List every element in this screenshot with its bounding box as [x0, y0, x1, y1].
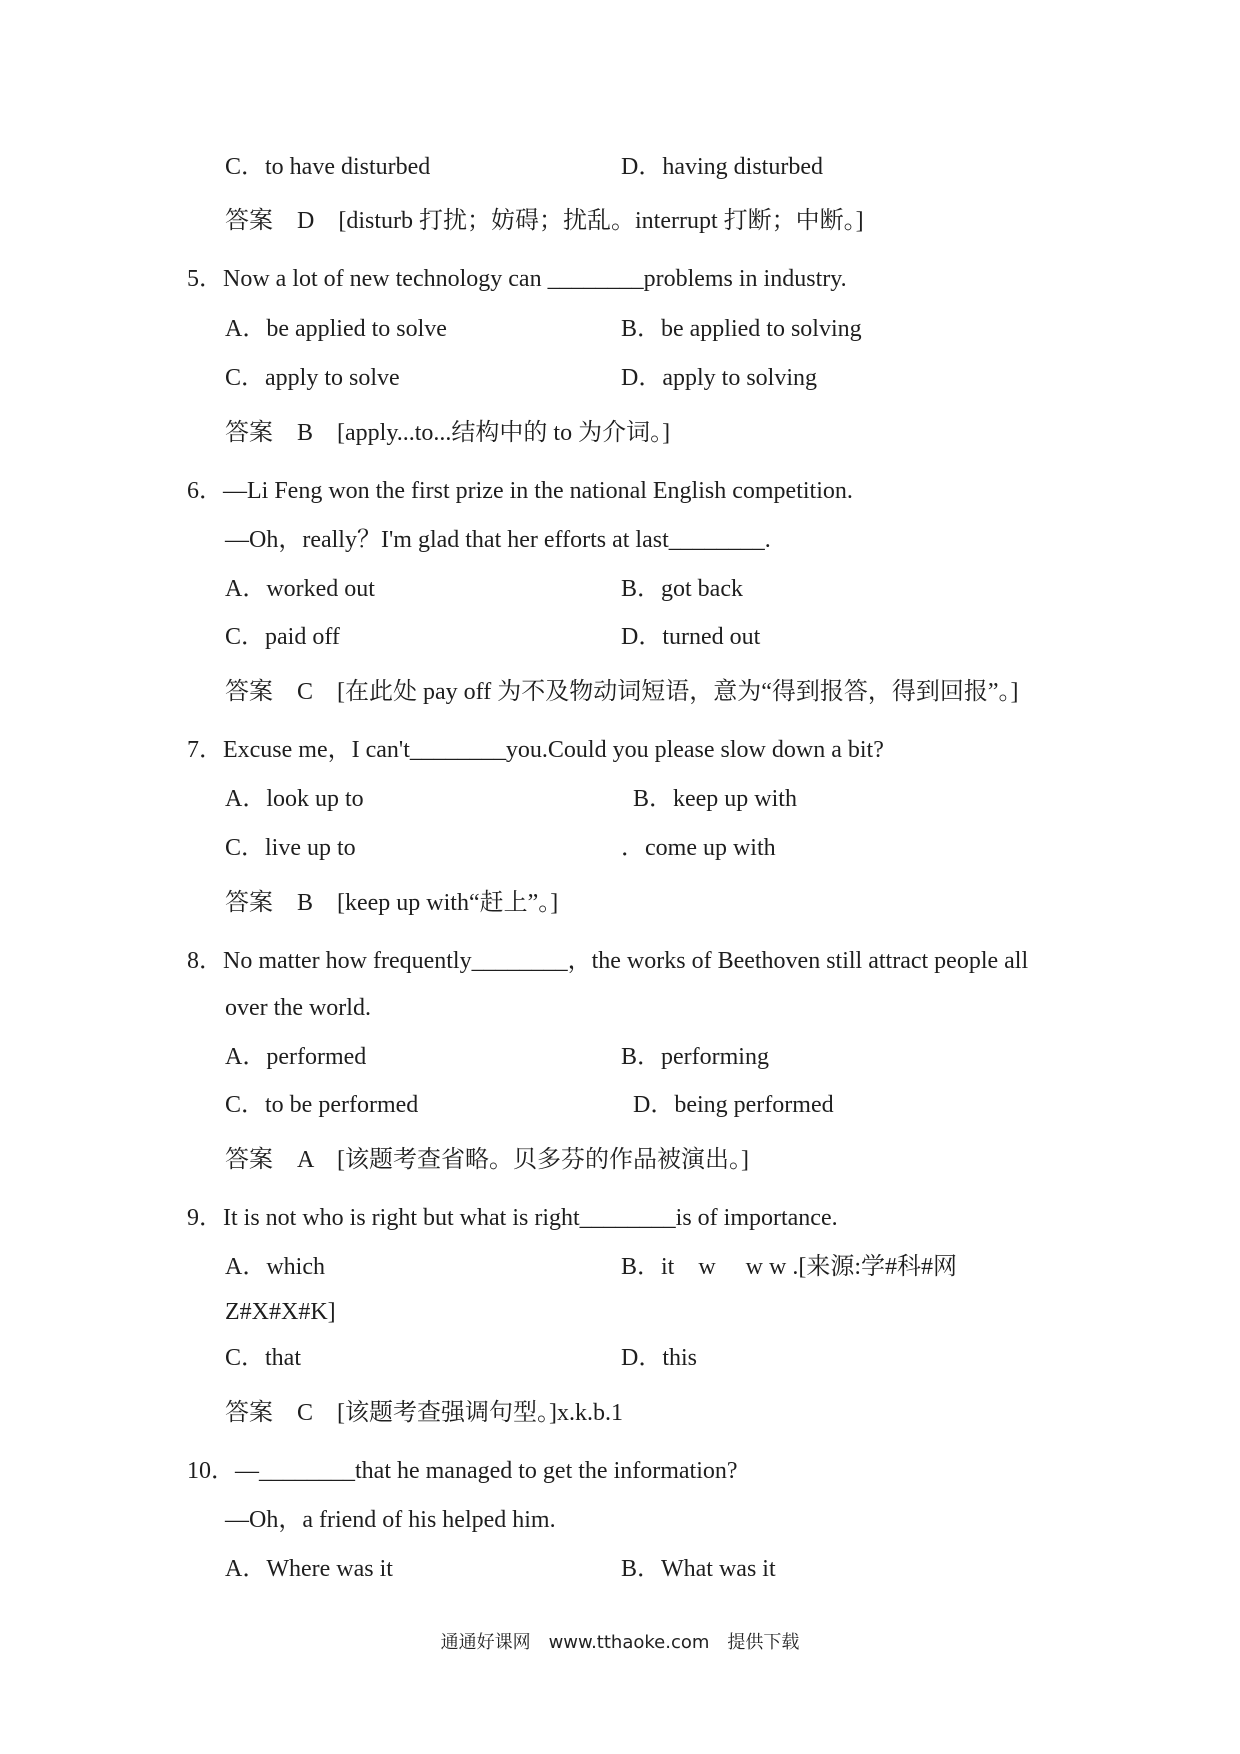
q7-answer: 答案 B [keep up with“赶上”。] — [225, 890, 559, 916]
q7-stem: 7．Excuse me，I can't________you.Could you please slow down a bit? — [187, 737, 884, 763]
q9-answer: 答案 C [该题考查强调句型。]x.k.b.1 — [225, 1400, 623, 1426]
q10-stem: 10．—________that he managed to get the information? — [187, 1458, 738, 1484]
q9-option-c: C．that — [225, 1345, 301, 1371]
q4-option-d: D．having disturbed — [621, 154, 823, 180]
q6-option-c: C．paid off — [225, 624, 340, 650]
q8-stem-continued: over the world. — [225, 995, 371, 1021]
q5-answer: 答案 B [apply...to...结构中的 to 为介词。] — [225, 420, 671, 446]
q6-option-a: A．worked out — [225, 576, 375, 602]
q9-stem: 9．It is not who is right but what is right________is of importance. — [187, 1205, 838, 1231]
q8-option-a: A．performed — [225, 1044, 367, 1070]
q10-option-b: B．What was it — [621, 1556, 776, 1582]
q6-option-b: B．got back — [621, 576, 743, 602]
q7-option-b: B．keep up with — [633, 786, 797, 812]
q6-option-d: D．turned out — [621, 624, 761, 650]
q7-option-a: A．look up to — [225, 786, 364, 812]
q10-reply: —Oh，a friend of his helped him. — [225, 1507, 556, 1533]
q4-answer: 答案 D [disturb 打扰；妨碍；扰乱。interrupt 打断；中断。] — [225, 208, 864, 234]
q6-reply: —Oh，really？I'm glad that her efforts at last________. — [225, 527, 771, 553]
q9-option-b: B．it w w w .[来源:学#科#网 — [621, 1254, 957, 1280]
q8-answer: 答案 A [该题考查省略。贝多芬的作品被演出。] — [225, 1147, 749, 1173]
q5-option-c: C．apply to solve — [225, 365, 400, 391]
page-footer: 通通好课网 www.tthaoke.com 提供下载 — [440, 1632, 800, 1653]
q10-option-a: A．Where was it — [225, 1556, 393, 1582]
q9-option-a: A．which — [225, 1254, 325, 1280]
q6-stem: 6．—Li Feng won the first prize in the national English competition. — [187, 478, 853, 504]
q9-option-b-continued: Z#X#X#K] — [225, 1299, 336, 1325]
q5-stem: 5．Now a lot of new technology can ________problems in industry. — [187, 266, 847, 292]
q7-option-d: ．come up with — [621, 835, 776, 861]
q9-option-d: D．this — [621, 1345, 698, 1371]
q5-option-b: B．be applied to solving — [621, 316, 862, 342]
q4-option-c: C．to have disturbed — [225, 154, 431, 180]
q8-option-b: B．performing — [621, 1044, 769, 1070]
q7-option-c: C．live up to — [225, 835, 356, 861]
q5-option-a: A．be applied to solve — [225, 316, 447, 342]
q8-stem: 8．No matter how frequently________，the works of Beethoven still attract people all — [187, 948, 1029, 974]
q8-option-c: C．to be performed — [225, 1092, 419, 1118]
q6-answer: 答案 C [在此处 pay off 为不及物动词短语，意为“得到报答，得到回报”。] — [225, 679, 1019, 705]
q8-option-d: D．being performed — [633, 1092, 834, 1118]
q5-option-d: D．apply to solving — [621, 365, 817, 391]
